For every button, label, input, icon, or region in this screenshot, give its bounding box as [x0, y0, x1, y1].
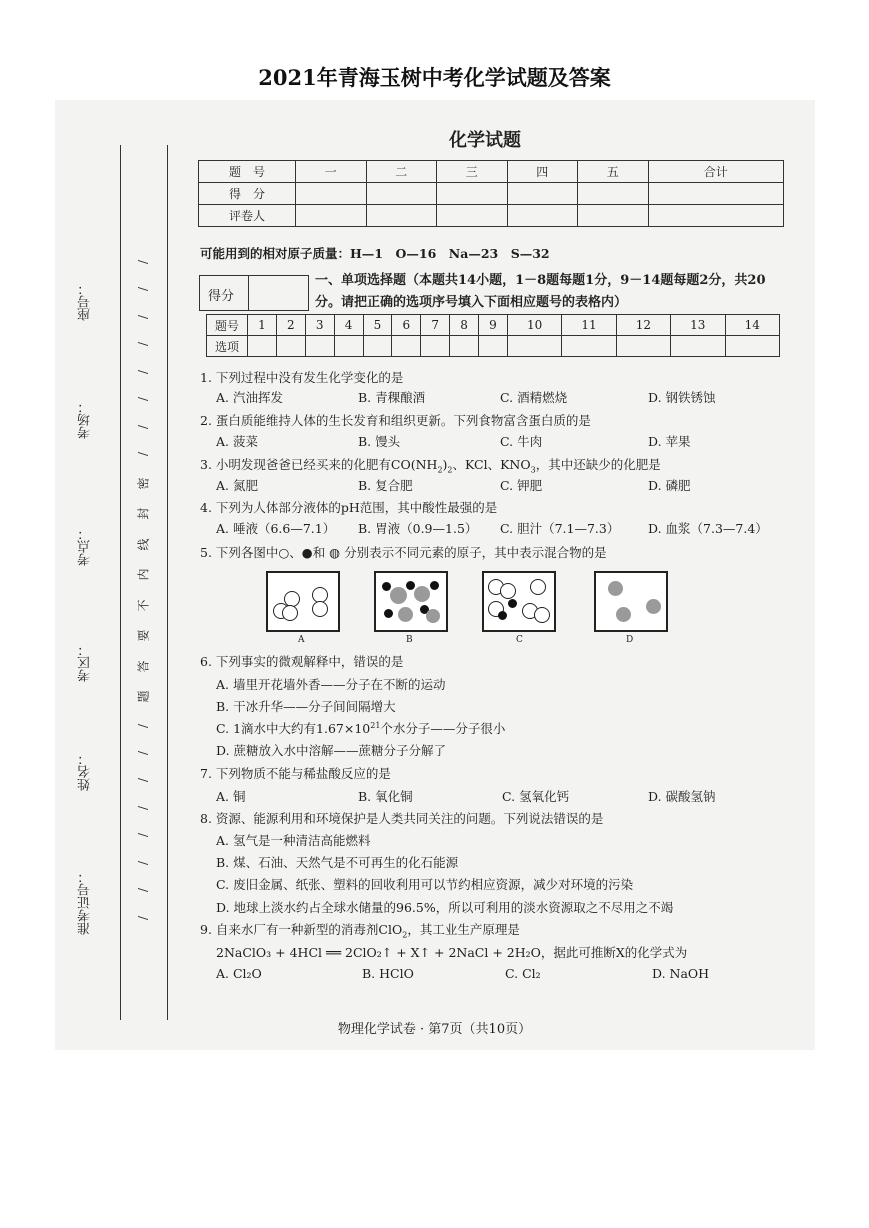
q5-figure-a [266, 571, 340, 632]
answer-cell[interactable] [616, 336, 670, 357]
gray-atom [426, 609, 440, 623]
question-3-stem: 3. 小明发现爸爸已经买来的化肥有$CO(NH_2)_2$、KCl、$KNO_3$，其中还缺少的化肥是 [200, 457, 661, 475]
grader-cell[interactable] [507, 205, 578, 227]
gray-atom [414, 586, 430, 602]
q7-option-c: C. 氢氧化钙 [502, 789, 570, 804]
answer-cell[interactable] [671, 336, 725, 357]
q5-figure-c [482, 571, 556, 632]
q6-option-b: B. 干冰升华——分子间间隔增大 [216, 699, 396, 714]
q2-option-d: D. 苹果 [648, 434, 691, 449]
white-atom [500, 583, 516, 599]
question-number: 12 [616, 315, 670, 336]
q2-option-a: A. 菠菜 [216, 434, 258, 449]
field-exam-number: 准考证号： [78, 870, 93, 935]
field-exam-room: 考场： [78, 400, 93, 439]
q4-option-b: B. 胃液（0.9—1.5） [358, 521, 478, 536]
question-number: 8 [450, 315, 479, 336]
black-atom [498, 611, 507, 620]
grader-cell[interactable] [648, 205, 784, 227]
question-number: 11 [562, 315, 616, 336]
q7-option-d: D. 碳酸氢钠 [648, 789, 716, 804]
section1-instruction: 一、单项选择题（本题共14小题，1－8题每题1分，9－14题每题2分，共20分。请把正确的选项序号填入下面相应题号的表格内） [315, 273, 766, 310]
black-atom [508, 599, 517, 608]
q2-option-b: B. 馒头 [358, 434, 401, 449]
field-name: 姓名： [78, 752, 93, 791]
answer-cell[interactable] [305, 336, 334, 357]
q6-option-c: C. 1滴水中大约有$1.67\times 10^{21}$个水分子——分子很小 [216, 720, 506, 736]
field-seat-number: 座号： [78, 282, 93, 321]
q6-option-d: D. 蔗糖放入水中溶解——蔗糖分子分解了 [216, 743, 447, 758]
score-table-header: 一 [296, 161, 367, 183]
white-atom [530, 579, 546, 595]
q8-option-c: C. 废旧金属、纸张、塑料的回收利用可以节约相应资源，减少对环境的污染 [216, 877, 634, 892]
question-number: 4 [334, 315, 363, 336]
question-number: 1 [248, 315, 277, 336]
binding-line-inner [167, 145, 168, 1020]
question-1-stem: 1. 下列过程中没有发生化学变化的是 [200, 370, 404, 385]
score-cell[interactable] [366, 183, 437, 205]
white-atom [534, 607, 550, 623]
grader-cell[interactable] [437, 205, 508, 227]
answer-table [206, 314, 780, 357]
field-exam-site: 考点： [78, 527, 93, 566]
question-2-stem: 2. 蛋白质能维持人体的生长发育和组织更新。下列食物富含蛋白质的是 [200, 413, 591, 428]
question-8-stem: 8. 资源、能源利用和环境保护是人类共同关注的问题。下列说法错误的是 [200, 811, 604, 826]
answer-cell[interactable] [276, 336, 305, 357]
grader-cell[interactable] [366, 205, 437, 227]
question-number: 7 [421, 315, 450, 336]
answer-cell[interactable] [334, 336, 363, 357]
score-cell[interactable] [578, 183, 649, 205]
q5-figure-d [594, 571, 668, 632]
q8-option-b: B. 煤、石油、天然气是不可再生的化石能源 [216, 855, 459, 870]
question-7-stem: 7. 下列物质不能与稀盐酸反应的是 [200, 766, 391, 781]
answer-cell[interactable] [392, 336, 421, 357]
q1-option-b: B. 青稞酿酒 [358, 390, 426, 405]
score-cell[interactable] [648, 183, 784, 205]
question-number: 6 [392, 315, 421, 336]
grader-cell[interactable] [578, 205, 649, 227]
score-table-header: 合计 [648, 161, 784, 183]
q3-option-d: D. 磷肥 [648, 478, 691, 493]
question-number: 3 [305, 315, 334, 336]
q6-option-a: A. 墙里开花墙外香——分子在不断的运动 [216, 677, 446, 692]
score-row-label: 得 分 [199, 183, 296, 205]
section-score-label: 得分 [208, 289, 235, 304]
black-atom [430, 581, 439, 590]
answer-cell[interactable] [421, 336, 450, 357]
grader-row-label: 评卷人 [199, 205, 296, 227]
q5-label-b: B [406, 635, 413, 645]
q9-option-d: D. NaOH [652, 966, 710, 981]
question-9-stem: 9. 自来水厂有一种新型的消毒剂ClO$_2$，其工业生产原理是 [200, 922, 520, 940]
white-atom [282, 605, 298, 621]
black-atom [406, 581, 415, 590]
q1-option-a: A. 汽油挥发 [216, 390, 283, 405]
q7-option-a: A. 铜 [216, 789, 246, 804]
grader-cell[interactable] [296, 205, 367, 227]
q9-option-c: C. Cl₂ [505, 966, 541, 981]
gray-atom [616, 607, 631, 622]
answer-cell[interactable] [450, 336, 479, 357]
q5-label-d: D [626, 635, 634, 645]
q3-option-a: A. 氮肥 [216, 478, 258, 493]
q4-option-a: A. 唾液（6.6—7.1） [216, 521, 336, 536]
q4-option-c: C. 胆汁（7.1—7.3） [500, 521, 620, 536]
answer-cell[interactable] [363, 336, 392, 357]
gray-atom [608, 581, 623, 596]
atomic-masses: 可能用到的相对原子质量：H—1 O—16 Na—23 S—32 [200, 246, 550, 261]
answer-cell[interactable] [725, 336, 780, 357]
q9-option-a: A. Cl₂O [216, 966, 262, 981]
gray-atom [390, 587, 407, 604]
q2-option-c: C. 牛肉 [500, 434, 543, 449]
document-title: 2021年青海玉树中考化学试题及答案 [258, 65, 611, 90]
q4-option-d: D. 血浆（7.3—7.4） [648, 521, 768, 536]
question-number: 5 [363, 315, 392, 336]
black-atom [384, 609, 393, 618]
q9-equation: 2NaClO₃ + 4HCl ══ 2ClO₂↑ + X↑ + 2NaCl + 2H₂O，据此可推断X的化学式为 [216, 945, 688, 960]
q7-option-b: B. 氧化铜 [358, 789, 413, 804]
q8-option-d: D. 地球上淡水约占全球水储量的96.5%，所以可利用的淡水资源取之不尽用之不竭 [216, 900, 674, 915]
q5-figure-b [374, 571, 448, 632]
gray-atom [646, 599, 661, 614]
question-number: 14 [725, 315, 780, 336]
q3-option-c: C. 钾肥 [500, 478, 543, 493]
question-number: 2 [276, 315, 305, 336]
field-exam-district: 考区： [78, 643, 93, 682]
binding-line [120, 145, 121, 1020]
score-table [198, 160, 784, 227]
score-table-header: 四 [507, 161, 578, 183]
q5-label-c: C [516, 635, 523, 645]
score-cell[interactable] [507, 183, 578, 205]
page-footer: 物理化学试卷 · 第7页（共10页） [337, 1022, 532, 1037]
q3-option-b: B. 复合肥 [358, 478, 413, 493]
black-atom [382, 582, 391, 591]
score-table-header: 二 [366, 161, 437, 183]
seal-line-text: / / / / / / / / 密 封 线 内 不 要 答 题 / / / / / / / / [135, 259, 151, 920]
answer-cell[interactable] [248, 336, 277, 357]
answer-cell[interactable] [562, 336, 616, 357]
q1-option-d: D. 钢铁锈蚀 [648, 390, 716, 405]
answer-table-row-label: 选项 [207, 336, 248, 357]
question-5-stem: 5. 下列各图中○、●和 ◍ 分别表示不同元素的原子，其中表示混合物的是 [200, 545, 607, 560]
question-6-stem: 6. 下列事实的微观解释中，错误的是 [200, 654, 404, 669]
section-score-box [199, 275, 309, 311]
score-table-header: 题 号 [199, 161, 296, 183]
question-number: 10 [507, 315, 561, 336]
q9-option-b: B. HClO [362, 966, 414, 981]
score-cell[interactable] [437, 183, 508, 205]
question-4-stem: 4. 下列为人体部分液体的pH范围，其中酸性最强的是 [200, 500, 498, 515]
score-table-header: 五 [578, 161, 649, 183]
gray-atom [398, 607, 413, 622]
score-table-header: 三 [437, 161, 508, 183]
answer-cell[interactable] [479, 336, 508, 357]
score-cell[interactable] [296, 183, 367, 205]
question-number: 13 [671, 315, 725, 336]
white-atom [312, 601, 328, 617]
q8-option-a: A. 氢气是一种清洁高能燃料 [216, 833, 371, 848]
q1-option-c: C. 酒精燃烧 [500, 390, 568, 405]
answer-table-row-label: 题号 [207, 315, 248, 336]
question-number: 9 [479, 315, 508, 336]
answer-cell[interactable] [507, 336, 561, 357]
q5-label-a: A [298, 635, 305, 645]
paper-title: 化学试题 [449, 130, 521, 151]
